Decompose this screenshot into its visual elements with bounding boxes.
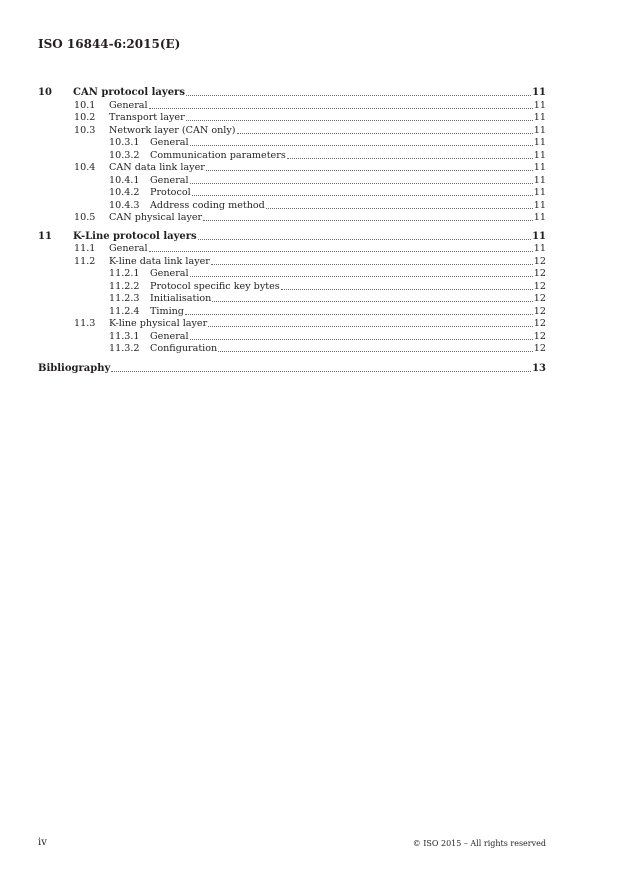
toc-entry-page: 11 <box>533 212 546 223</box>
toc-entry-number: 10.2 <box>74 112 96 123</box>
toc-entry-number: 10.3.1 <box>109 137 140 148</box>
toc-entry-page: 11 <box>533 243 546 254</box>
toc-entry-page: 12 <box>533 330 546 342</box>
toc-entry-title: General <box>150 268 189 279</box>
toc-entry-title: Communication parameters <box>150 149 286 161</box>
toc-entry-title: Bibliography <box>38 362 111 374</box>
toc-entry[interactable] <box>74 212 546 224</box>
toc-entry[interactable] <box>109 187 546 199</box>
toc-entry-number: 11.2 <box>74 255 96 267</box>
toc-entry-number: 10.1 <box>74 99 96 111</box>
toc-entry-title: K-Line protocol layers <box>73 230 197 242</box>
toc-entry-title: Protocol specific key bytes <box>150 280 280 292</box>
toc-entry-page: 12 <box>533 318 546 329</box>
toc-entry-number: 10.5 <box>74 212 96 223</box>
toc-entry-title: Protocol <box>150 187 191 198</box>
dot-leader <box>198 238 531 240</box>
toc-entry-number: 10.3.2 <box>109 149 140 161</box>
dot-leader <box>212 300 532 302</box>
dot-leader <box>211 263 533 265</box>
toc-entry-page: 11 <box>533 187 546 198</box>
toc-entry[interactable] <box>109 137 546 149</box>
dot-leader <box>237 132 533 134</box>
toc-entry-number: 11.2.2 <box>109 280 140 292</box>
dot-leader <box>281 288 533 290</box>
toc-entry-title: Transport layer <box>109 112 185 123</box>
dot-leader <box>190 338 533 340</box>
toc-entry[interactable] <box>109 281 546 293</box>
toc-entry[interactable] <box>109 268 546 280</box>
toc-entry-number: 10.4.3 <box>109 199 140 211</box>
toc-entry-page: 11 <box>533 174 546 186</box>
toc-entry-number: 10.4.1 <box>109 174 140 186</box>
toc-entry[interactable] <box>74 243 546 255</box>
toc-entry-title: K-line physical layer <box>109 318 208 329</box>
toc-entry-title: CAN physical layer <box>109 212 203 223</box>
dot-leader <box>192 194 533 196</box>
dot-leader <box>218 350 533 352</box>
toc-entry-page: 13 <box>532 362 546 374</box>
toc-entry[interactable] <box>109 150 546 162</box>
toc-entry-title: General <box>150 330 189 342</box>
toc-entry[interactable] <box>109 200 546 212</box>
toc-entry-page: 11 <box>533 162 546 173</box>
toc-entry[interactable] <box>74 256 546 268</box>
toc-entry-number: 11.2.4 <box>109 305 140 317</box>
toc-entry-number: 11 <box>38 230 52 242</box>
toc-entry-page: 12 <box>533 280 546 292</box>
toc-entry-title: CAN data link layer <box>109 162 205 173</box>
toc-entry-page: 11 <box>532 230 546 242</box>
dot-leader <box>190 275 533 277</box>
toc-entry[interactable] <box>109 293 546 305</box>
toc-entry[interactable] <box>109 175 546 187</box>
toc-entry[interactable] <box>38 231 546 243</box>
document-id-header: ISO 16844-6:2015(E) <box>38 37 181 51</box>
toc-entry-page: 12 <box>533 305 546 317</box>
toc-entry[interactable] <box>38 87 546 99</box>
dot-leader <box>206 169 533 171</box>
toc-entry-number: 11.3 <box>74 318 96 329</box>
copyright-notice: © ISO 2015 – All rights reserved <box>412 839 546 848</box>
toc-entry-title: Network layer (CAN only) <box>109 124 236 136</box>
dot-leader <box>149 250 533 252</box>
toc-entry-title: Initialisation <box>150 293 212 304</box>
toc-entry-number: 11.3.1 <box>109 330 140 342</box>
toc-entry[interactable] <box>74 125 546 137</box>
dot-leader <box>190 144 533 146</box>
toc-entry-page: 11 <box>533 199 546 211</box>
dot-leader <box>266 207 533 209</box>
toc-entry-page: 12 <box>533 343 546 354</box>
dot-leader <box>208 325 533 327</box>
dot-leader <box>111 370 531 372</box>
toc-entry[interactable] <box>38 363 546 375</box>
toc-entry-title: Configuration <box>150 343 218 354</box>
toc-entry-page: 12 <box>533 255 546 267</box>
toc-entry-title: General <box>150 137 189 148</box>
toc-entry[interactable] <box>74 318 546 330</box>
toc-entry-title: Address coding method <box>150 199 265 211</box>
toc-entry-number: 10.4 <box>74 162 96 173</box>
dot-leader <box>186 94 531 96</box>
dot-leader <box>185 313 533 315</box>
dot-leader <box>190 182 533 184</box>
toc-entry-page: 11 <box>533 149 546 161</box>
toc-entry[interactable] <box>109 306 546 318</box>
toc-entry-title: General <box>109 99 148 111</box>
toc-entry-number: 11.2.3 <box>109 293 140 304</box>
dot-leader <box>287 157 533 159</box>
toc-entry-number: 11.2.1 <box>109 268 140 279</box>
toc-entry-page: 12 <box>533 293 546 304</box>
toc-entry-page: 12 <box>533 268 546 279</box>
dot-leader <box>186 119 533 121</box>
dot-leader <box>203 219 533 221</box>
toc-entry-page: 11 <box>533 124 546 136</box>
toc-entry[interactable] <box>109 331 546 343</box>
toc-entry-page: 11 <box>533 112 546 123</box>
toc-entry-title: K-line data link layer <box>109 255 210 267</box>
toc-entry[interactable] <box>74 162 546 174</box>
toc-entry-page: 11 <box>533 99 546 111</box>
toc-entry-title: CAN protocol layers <box>73 87 185 98</box>
toc-entry[interactable] <box>109 343 546 355</box>
toc-entry-number: 10 <box>38 87 52 98</box>
toc-entry-number: 11.3.2 <box>109 343 140 354</box>
toc-entry-title: General <box>150 174 189 186</box>
page-number: iv <box>38 837 47 848</box>
dot-leader <box>149 107 533 109</box>
toc-entry-title: Timing <box>150 305 184 317</box>
toc-entry-page: 11 <box>533 137 546 148</box>
toc-entry-number: 10.3 <box>74 124 96 136</box>
toc-entry-page: 11 <box>532 87 546 98</box>
toc-entry-number: 11.1 <box>74 243 96 254</box>
toc-entry-title: General <box>109 243 148 254</box>
toc-entry-number: 10.4.2 <box>109 187 140 198</box>
toc-entry[interactable] <box>74 112 546 124</box>
toc-entry[interactable] <box>74 100 546 112</box>
